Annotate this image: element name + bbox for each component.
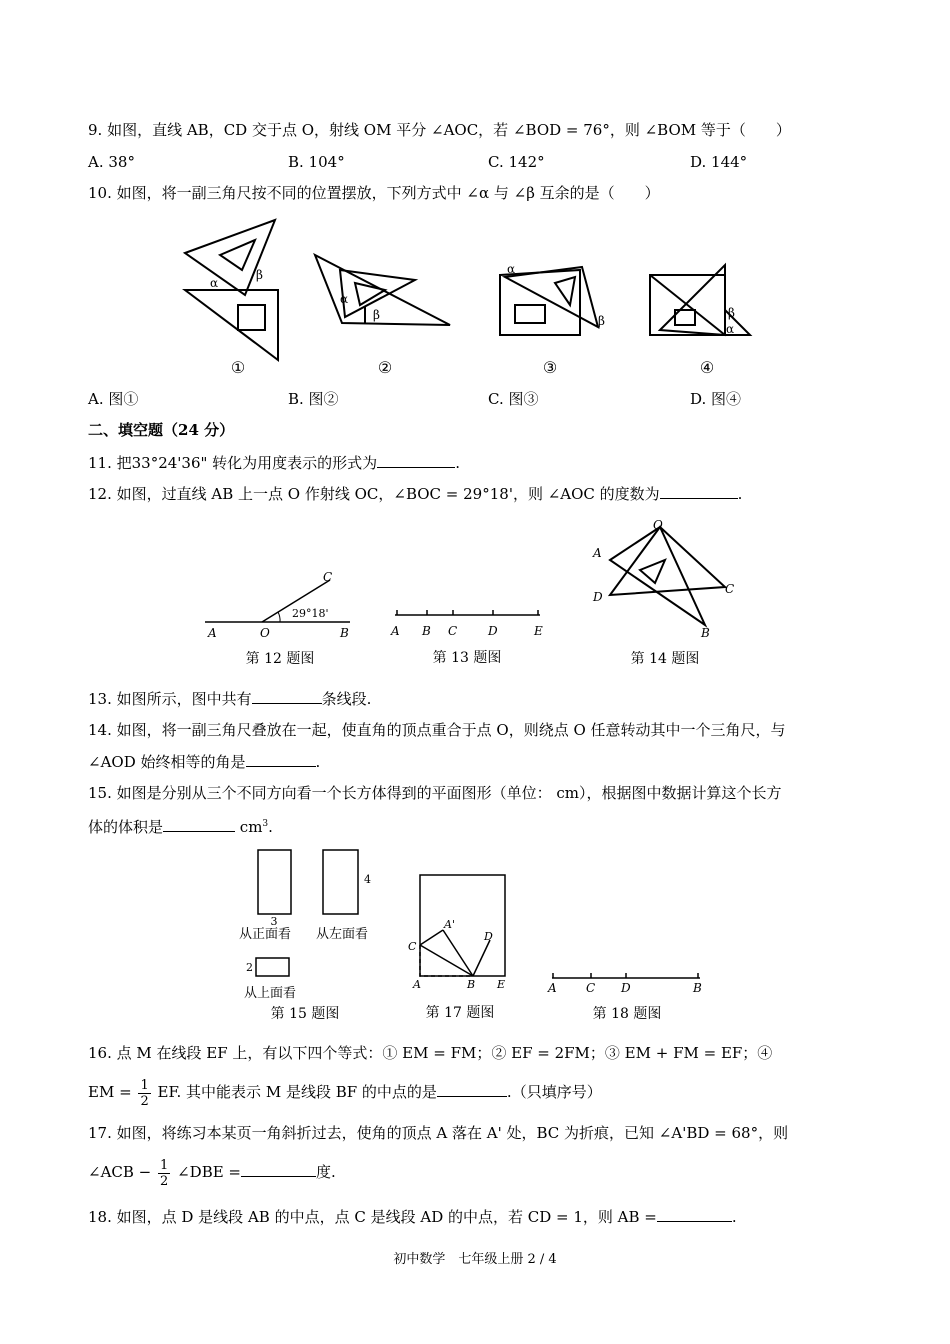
fig13-caption: 第 13 题图 <box>432 650 502 666</box>
svg-text:β: β <box>598 314 605 328</box>
fig13-point-e: E <box>534 624 543 638</box>
fig18 <box>540 960 715 1025</box>
q10-text: 10. 如图，将一副三角尺按不同的位置摆放，下列方式中 ∠α 与 ∠β 互余的是（ ） <box>88 184 660 202</box>
q9-option-a: A. 38° <box>88 153 135 171</box>
q10-fig3-label: ③ <box>542 358 558 377</box>
q11-blank <box>377 452 455 468</box>
q14-line2 <box>88 751 320 772</box>
fig17-point-d: D <box>484 930 493 943</box>
fig17-point-c: C <box>408 940 417 953</box>
q11-line <box>88 452 460 473</box>
fig12-point-o: O <box>260 626 270 640</box>
fig15-top-dim: 2 <box>246 961 253 974</box>
q9-option-d: D. 144° <box>690 153 748 171</box>
fig14-point-c: C <box>725 582 735 596</box>
q10-option-c: C. 图③ <box>488 390 539 408</box>
q13-pre: 13. 如图所示，图中共有 <box>88 690 252 708</box>
q17-blank <box>241 1161 316 1177</box>
q9-option-b: B. 104° <box>288 153 345 171</box>
fig15-left-dim: 4 <box>364 873 371 886</box>
svg-text:β: β <box>373 308 380 322</box>
q15-unit-exp: 3 <box>262 819 269 829</box>
fig17-caption: 第 17 题图 <box>425 1005 495 1021</box>
fig13-point-a: A <box>391 624 400 638</box>
q14-end: . <box>315 753 321 771</box>
q11-end: . <box>455 454 460 472</box>
fig17-point-a: A <box>413 978 421 991</box>
fig13-point-d: D <box>488 624 498 638</box>
q13-blank <box>252 688 322 704</box>
fig12-angle-label: 29°18' <box>292 607 329 620</box>
svg-text:β: β <box>256 268 263 282</box>
q10-figures <box>170 215 770 380</box>
fig18-caption: 第 18 题图 <box>592 1006 662 1022</box>
q15-unit: cm <box>239 818 263 836</box>
q17-eq-pre: ∠ACB − <box>88 1163 152 1181</box>
svg-text:α: α <box>340 292 349 306</box>
fig13 <box>385 565 550 670</box>
svg-text:α: α <box>507 262 516 276</box>
fig14 <box>585 515 745 670</box>
fig14-point-b: B <box>701 626 710 640</box>
fig14-caption: 第 14 题图 <box>630 651 700 667</box>
q13-line <box>88 688 371 709</box>
q9-option-c: C. 142° <box>488 153 545 171</box>
fig13-point-c: C <box>448 624 458 638</box>
q10-fig4-label: ④ <box>699 358 715 377</box>
q14-line2-text: ∠AOD 始终相等的角是 <box>88 753 246 771</box>
svg-text:β: β <box>728 306 735 320</box>
q10-figure-3 <box>500 262 605 335</box>
q10-figure-2 <box>315 255 450 325</box>
fig18-point-d: D <box>621 981 631 995</box>
q11-text: 11. 把33°24'36" 转化为用度表示的形式为 <box>88 454 378 472</box>
fig13-point-b: B <box>422 624 431 638</box>
fig18-point-b: B <box>693 981 702 995</box>
q18-end: . <box>731 1208 737 1226</box>
fig14-point-d: D <box>593 590 603 604</box>
fig15 <box>230 845 380 1030</box>
q12-end: . <box>737 485 743 503</box>
q14-blank <box>246 751 316 767</box>
q14-line1: 14. 如图，将一副三角尺叠放在一起，使直角的顶点重合于点 O，则绕点 O 任意转动其中一个三角尺，与 <box>88 721 786 739</box>
svg-text:α: α <box>726 322 735 336</box>
q15-line1: 15. 如图是分别从三个不同方向看一个长方体得到的平面图形（单位： cm），根据图中数据计算这个长方 <box>88 784 782 802</box>
fig15-front-dim: 3 <box>270 915 278 928</box>
q18-blank <box>657 1206 732 1222</box>
q16-frac-den: 2 <box>140 1093 149 1109</box>
q16-blank <box>437 1081 507 1097</box>
fig12-point-b: B <box>340 626 349 640</box>
q17-eq-post: ∠DBE = <box>177 1163 241 1181</box>
q16-end: .（只填序号） <box>506 1083 602 1101</box>
page-footer: 初中数学 七年级上册 2 / 4 <box>393 1252 557 1267</box>
q16-fraction <box>138 1078 150 1109</box>
q17-end: 度. <box>316 1163 336 1181</box>
fig12-point-a: A <box>208 626 217 640</box>
fig18-point-a: A <box>548 981 557 995</box>
q15-line2 <box>88 814 273 837</box>
q16-line1: 16. 点 M 在线段 EF 上，有以下四个等式：① EM = FM；② EF = 2FM；③ EM + FM = EF；④ <box>88 1044 773 1062</box>
section-title: 二、填空题（24 分） <box>88 421 235 439</box>
q9-text: 9. 如图，直线 AB，CD 交于点 O，射线 OM 平分 ∠AOC，若 ∠BOD = 76°，则 ∠BOM 等于（ ） <box>88 121 791 139</box>
q13-post: 条线段. <box>321 690 372 708</box>
q16-eq-pre: EM = <box>88 1083 132 1101</box>
q16-frac-num: 1 <box>140 1077 149 1093</box>
fig15-left-caption: 从左面看 <box>315 927 369 942</box>
fig17 <box>405 870 525 1025</box>
q10-figure-4 <box>650 265 750 336</box>
fig12 <box>200 565 360 670</box>
fig18-point-c: C <box>586 981 596 995</box>
q15-end: . <box>268 818 273 836</box>
q12-line <box>88 483 742 504</box>
q17-line2 <box>88 1155 336 1189</box>
q17-fraction <box>158 1158 170 1189</box>
fig15-top-caption: 从上面看 <box>243 986 297 1001</box>
q10-figure-1 <box>185 220 278 360</box>
q18-line <box>88 1206 737 1227</box>
fig17-point-b: B <box>467 978 476 991</box>
q15-line2-text: 体的体积是 <box>88 818 164 836</box>
q10-option-b: B. 图② <box>288 390 339 408</box>
fig12-point-c: C <box>323 570 333 584</box>
svg-text:α: α <box>210 276 219 290</box>
q12-blank <box>660 483 738 499</box>
fig17-point-a1: A' <box>444 918 455 931</box>
q10-option-d: D. 图④ <box>690 390 742 408</box>
q17-frac-den: 2 <box>160 1173 169 1189</box>
q10-option-a: A. 图① <box>88 390 139 408</box>
q17-line1: 17. 如图，将练习本某页一角斜折过去，使角的顶点 A 落在 A' 处，BC 为折痕，已知 ∠A'BD = 68°，则 <box>88 1124 789 1142</box>
q10-fig2-label: ② <box>377 358 393 377</box>
q16-line2 <box>88 1075 602 1109</box>
fig14-point-a: A <box>593 546 602 560</box>
q10-fig1-label: ① <box>230 358 246 377</box>
fig15-front-caption: 从正面看 <box>238 927 292 942</box>
q17-frac-num: 1 <box>160 1157 169 1173</box>
fig12-caption: 第 12 题图 <box>245 651 315 667</box>
fig17-point-e: E <box>497 978 506 991</box>
q16-eq-post: EF. 其中能表示 M 是线段 BF 的中点的是 <box>157 1083 437 1101</box>
fig14-point-o: O <box>653 518 663 532</box>
q12-text: 12. 如图，过直线 AB 上一点 O 作射线 OC，∠BOC = 29°18'，则 ∠AOC 的度数为 <box>88 485 660 503</box>
q18-text: 18. 如图，点 D 是线段 AB 的中点，点 C 是线段 AD 的中点，若 CD = 1，则 AB = <box>88 1208 657 1226</box>
q15-blank <box>163 816 235 832</box>
fig15-caption: 第 15 题图 <box>270 1006 340 1022</box>
